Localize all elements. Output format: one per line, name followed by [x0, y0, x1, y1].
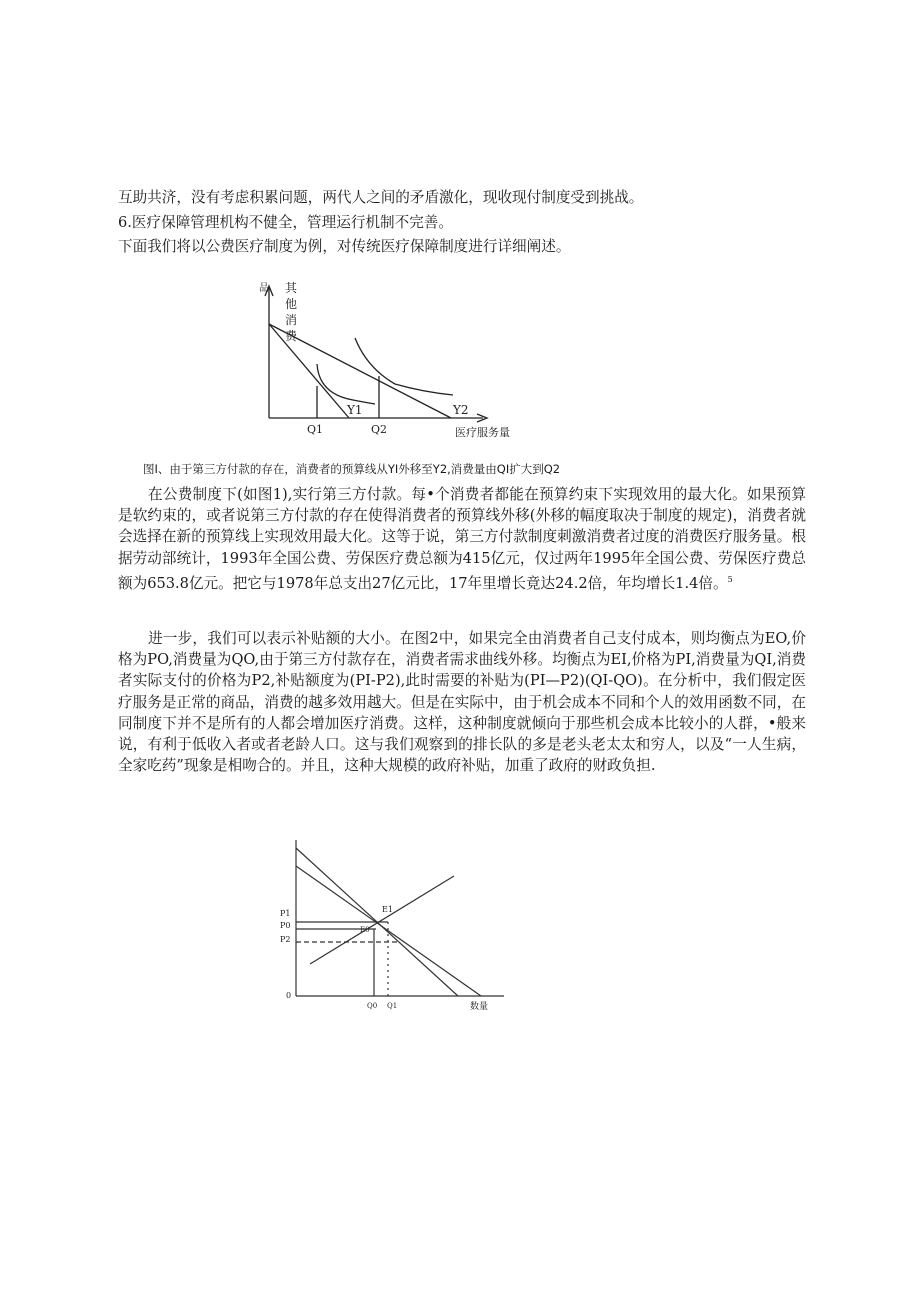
figure-1-budget-diagram [255, 276, 535, 444]
fig1-y-label-1: 其 [285, 281, 298, 295]
fig1-y-axis-mark: 品 [259, 283, 269, 294]
fig1-x-axis-label: 医疗服务量 [455, 426, 510, 439]
fig2-label-q0: Q0 [367, 1002, 378, 1010]
fig1-label-q1: Q1 [307, 423, 324, 436]
fig1-indifference-curve-2 [355, 338, 453, 395]
footnote-ref: 5 [727, 574, 733, 584]
fig1-indifference-curve-1 [317, 364, 375, 404]
fig2-x-axis-label: 数量 [470, 1002, 489, 1012]
text-line-1: 互助共济，没有考虑积累问题，两代人之间的矛盾激化，现收现付制度受到挑战。 [118, 189, 644, 206]
figure-1-caption: 图I、由于第三方付款的存在，消费者的预算线从YI外移至Y2,消费量由QI扩大到Q2 [143, 462, 561, 476]
fig2-label-q1: Q1 [387, 1002, 398, 1010]
fig2-label-origin: 0 [286, 991, 292, 1000]
fig2-label-p2: P2 [280, 935, 291, 944]
paragraph-1 [118, 484, 806, 594]
fig1-label-y2: Y2 [453, 403, 469, 417]
fig2-label-p0: P0 [280, 921, 291, 930]
text-line-2: 6.医疗保障管理机构不健全，管理运行机制不完善。 [118, 214, 453, 231]
fig1-y-label-3: 消 [285, 313, 298, 327]
fig2-supply-curve [310, 876, 454, 964]
fig1-y-label-2: 他 [285, 297, 298, 311]
paragraph-1-text: 在公费制度下(如图1),实行第三方付款。每•个消费者都能在预算约束下实现效用的最大化。如果预算是软约束的，或者说第三方付款的存在使得消费者的预算线外移(外移的幅度取决于制度的规定)，消费者就会选择在新的预算线上实现效用最大化。这等于说，第三方付款制度刺激消费者过度的消费医疗服务量。根据劳动部统计，1993年全国公费、劳保医疗费总额为415亿元，仅过两年1995年全国公费、劳保医疗费总额为653.8亿元。把它与1978年总支出27亿元比，17年里增长竟达24.2倍，年均增长1.4倍。 [118, 486, 806, 592]
paragraph-2: 进一步，我们可以表示补贴额的大小。在图2中，如果完全由消费者自己支付成本，则均衡点为EO,价格为PO,消费量为QO,由于第三方付款存在，消费者需求曲线外移。均衡点为EI,价格为PI,消费量为QI,消费者实际支付的价格为P2,补贴额度为(PI-P2),此时需要的补贴为(PI—P2)(QI-QO)。在分析中，我们假定医疗服务是正常的商品，消费的越多效用越大。但是在实际中，由于机会成本不同和个人的效用函数不同，在同制度下并不是所有的人都会增加医疗消费。这样，这种制度就倾向于那些机会成本比较小的人群，•般来说，有利于低收入者或者老龄人口。这与我们观察到的排长队的多是老头老太太和穷人，以及“一人生病，全家吃药”现象是相吻合的。并且，这种大规模的政府补贴，加重了政府的财政负担. [118, 630, 806, 775]
text-line-3: 下面我们将以公费医疗制度为例，对传统医疗保障制度进行详细阐述。 [118, 238, 571, 255]
fig1-label-y1: Y1 [347, 403, 363, 417]
figure-2-subsidy-diagram [278, 836, 508, 1016]
fig2-label-e0: E0 [360, 926, 370, 934]
fig1-budget-line-y1 [269, 324, 349, 418]
fig2-label-e1: E1 [382, 905, 393, 914]
fig1-y-label-4: 费 [285, 329, 298, 343]
fig2-label-p1: P1 [280, 909, 291, 918]
fig1-label-q2: Q2 [371, 423, 388, 436]
